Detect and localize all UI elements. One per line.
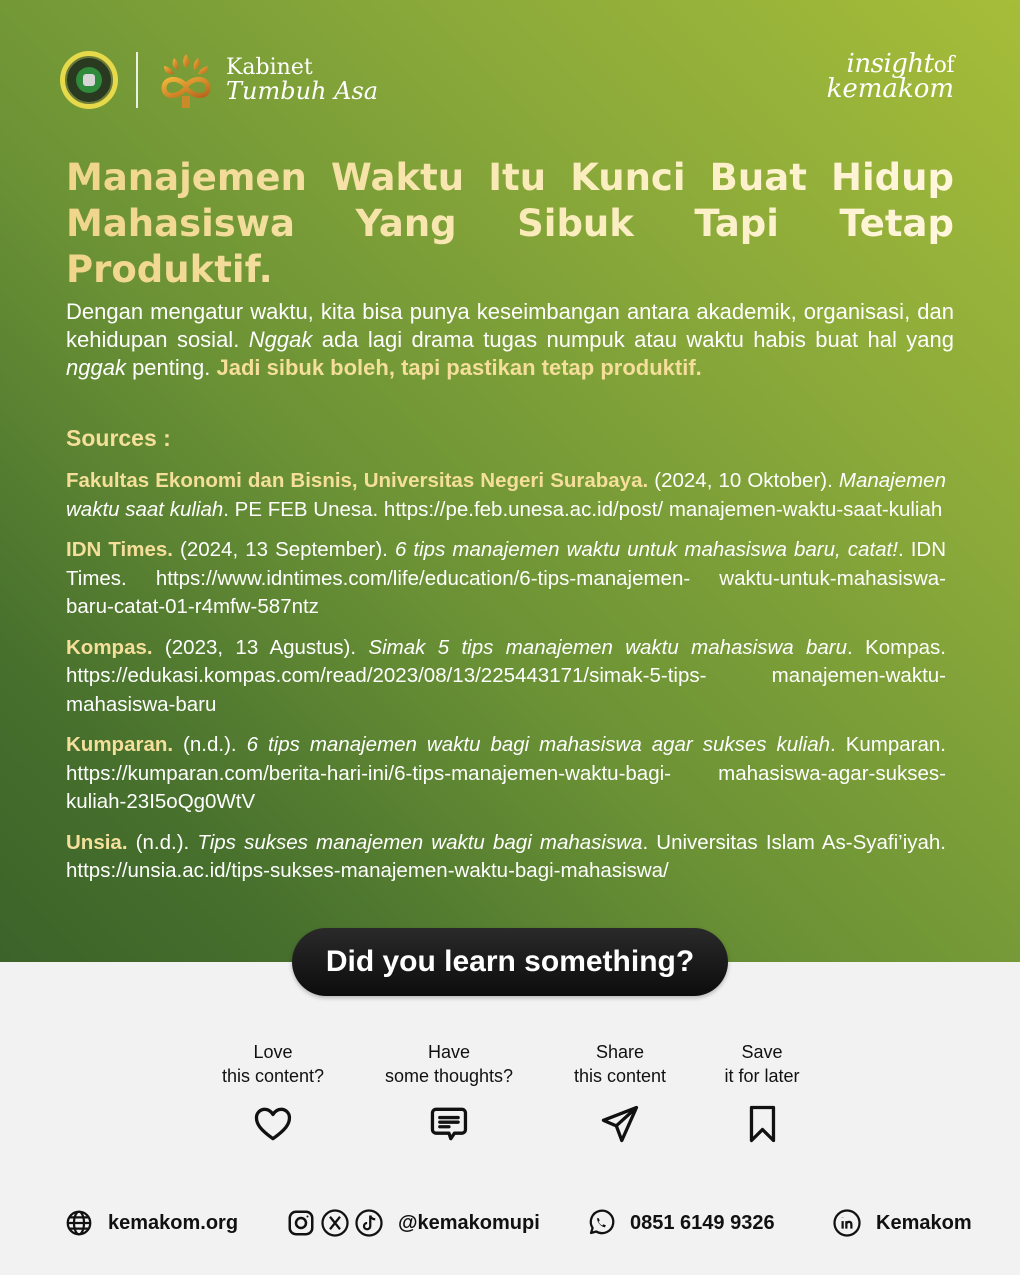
source-item: IDN Times. (2024, 13 September). 6 tips manajemen waktu untuk mahasiswa baru, catat!. IDN Times. https://www.idntimes.com/life/education/6-tips-manajemen- waktu-untuk-mahasiswa-baru-catat-01-r4mfw-587ntz <box>66 538 947 618</box>
insight-of-kemakom-logo: insightof kemakom <box>826 49 954 104</box>
brand-header <box>60 50 378 110</box>
intro-paragraph: Dengan mengatur waktu, kita bisa punya keseimbangan antara akademik, organisasi, dan kehidupan sosial. Nggak ada lagi drama tugas numpuk atau waktu habis buat hal yang nggak penting. Jadi sibuk boleh, tapi pastikan tetap produktif. <box>66 299 954 380</box>
cabinet-name: Tumbuh Asa <box>226 76 379 105</box>
tiktok-icon <box>354 1208 384 1238</box>
linkedin-icon <box>832 1208 862 1238</box>
did-you-learn-banner: Did you learn something? <box>292 928 728 996</box>
website-link[interactable]: kemakom.org <box>64 1205 238 1241</box>
comment-icon <box>427 1102 471 1146</box>
cabinet-label: Kabinet <box>226 54 313 80</box>
save-action[interactable]: Save it for later <box>724 1040 799 1146</box>
bookmark-icon <box>740 1102 784 1146</box>
whatsapp-link[interactable]: 0851 6149 9326 <box>586 1205 775 1241</box>
sources-list <box>66 467 946 898</box>
send-icon <box>598 1102 642 1146</box>
share-action[interactable]: Share this content <box>574 1040 666 1146</box>
source-item: Kompas. (2023, 13 Agustus). Simak 5 tips manajemen waktu mahasiswa baru. Kompas. https://edukasi.kompas.com/read/2023/08/13/225443171/simak-5-tips- manajemen-waktu-mahasiswa-baru <box>66 635 946 716</box>
organization-seal-logo <box>60 51 118 109</box>
sources-heading: Sources : <box>66 425 171 451</box>
source-item: Fakultas Ekonomi dan Bisnis, Universitas Negeri Surabaya. (2024, 10 Oktober). Manajemen waktu saat kuliah. PE FEB Unesa. https://pe.feb.unesa.ac.id/post/ manajemen-waktu-saat-kuliah <box>66 469 946 521</box>
logo-divider <box>136 52 138 108</box>
social-handle-link[interactable]: @kemakomupi <box>286 1205 540 1241</box>
instagram-icon <box>286 1208 316 1238</box>
source-item: Kumparan. (n.d.). 6 tips manajemen waktu bagi mahasiswa agar sukses kuliah. Kumparan. https://kumparan.com/berita-hari-ini/6-tips-manajemen-waktu-bagi- mahasiswa-agar-sukses-kuliah-23I5oQg0WtV <box>66 733 946 813</box>
globe-icon <box>64 1208 94 1238</box>
love-action[interactable]: Love this content? <box>222 1040 324 1146</box>
comment-action[interactable]: Have some thoughts? <box>385 1040 513 1146</box>
contact-footer <box>0 1205 1020 1241</box>
whatsapp-icon <box>586 1208 616 1238</box>
heart-icon <box>251 1102 295 1146</box>
x-twitter-icon <box>320 1208 350 1238</box>
cabinet-tree-logo-icon <box>154 50 218 110</box>
linkedin-link[interactable]: Kemakom <box>832 1205 972 1241</box>
page-title: Manajemen Waktu Itu Kunci Buat Hidup Mahasiswa Yang Sibuk Tapi Tetap Produktif. <box>66 156 954 291</box>
source-item: Unsia. (n.d.). Tips sukses manajemen waktu bagi mahasiswa. Universitas Islam As-Syafi’iyah. https://unsia.ac.id/tips-sukses-manajemen-waktu-bagi-mahasiswa/ <box>66 830 946 882</box>
